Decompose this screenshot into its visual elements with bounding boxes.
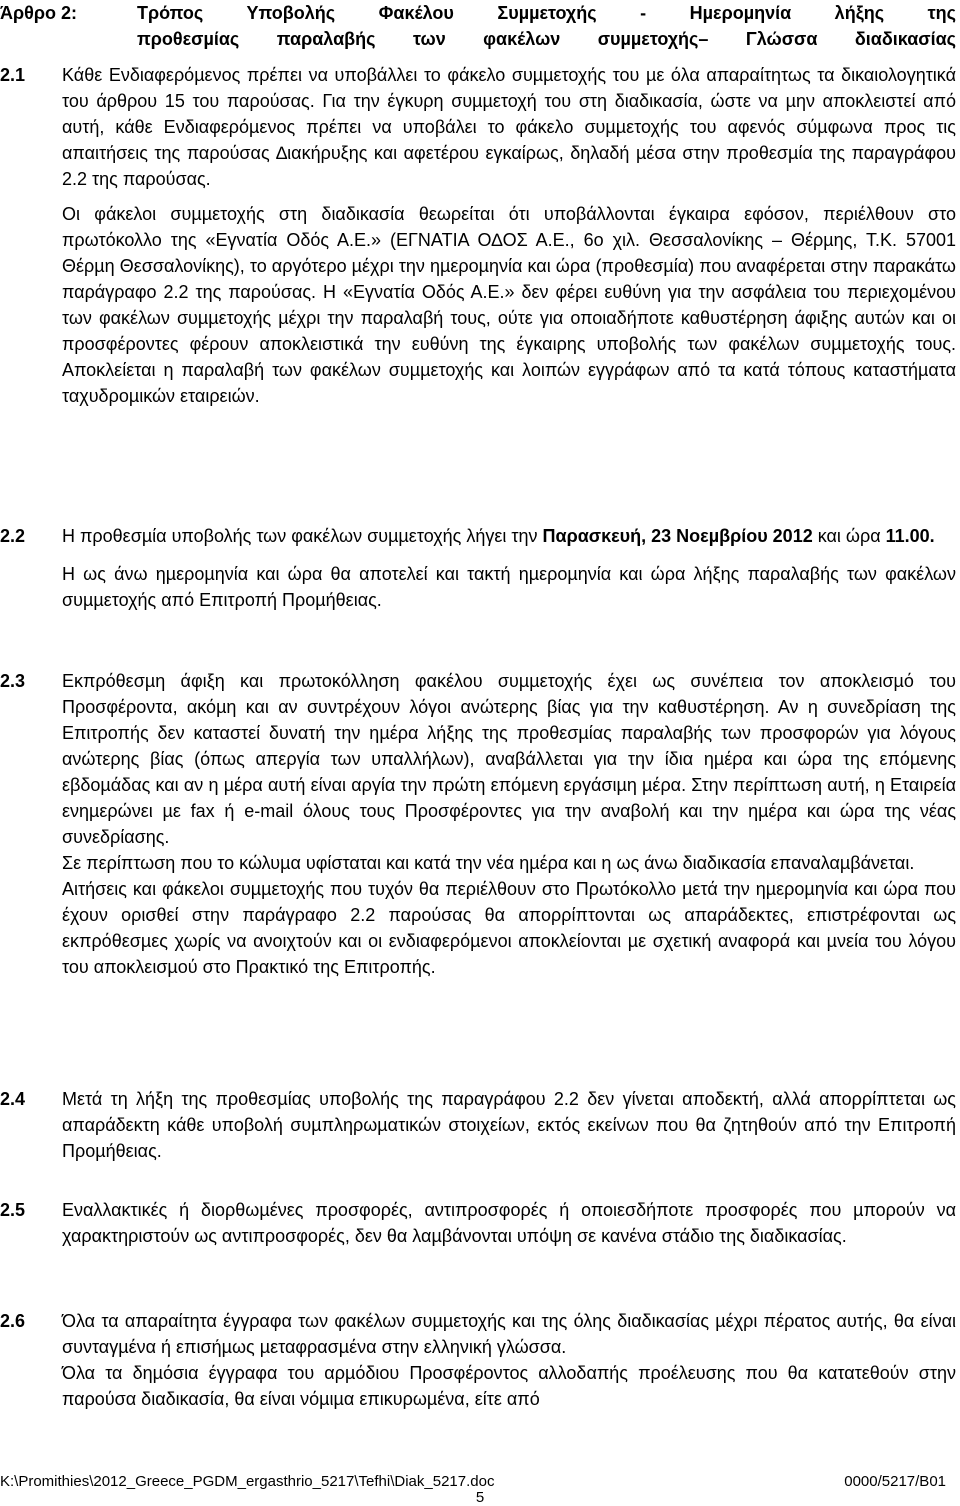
section-2-5 [0, 1197, 956, 1249]
section-paragraph: Εκπρόθεσµη άφιξη και πρωτοκόλληση φακέλου συµµετοχής έχει ως συνέπεια τον αποκλεισµό του Προσφέροντα, ακόµη και αν συντρέχουν λόγοι ανώτερης βίας για την καθυστέρηση. Αν η συνεδρίαση της Επιτροπής δεν καταστεί δυνατή την ηµέρα λήξης της προθεσµίας παραλαβής των προσφορών για λόγους ανώτερης βίας (όπως απεργία των υπαλλήλων), αναβάλλεται για την ίδια ηµέρα και ώρα της επόµενης εβδοµάδας και αν η µέρα αυτή είναι αργία την πρώτη επόµενη εργάσιµη µέρα. Στην περίπτωση αυτή, η Εταιρεία ενηµερώνει µε fax ή e-mail όλους τους Προσφέροντες για την αναβολή και την ηµέρα και ώρα της νέας συνεδρίασης. [62, 671, 956, 847]
section-number: 2.4 [0, 1089, 26, 1109]
section-paragraph: Μετά τη λήξη της προθεσµίας υποβολής της παραγράφου 2.2 δεν γίνεται αποδεκτή, αλλά απορρίπτεται ως απαράδεκτη κάθε υποβολή συµπληρωµατικών στοιχείων, εκτός εκείνων που θα ζητηθούν από την Επιτροπή Προµήθειας. [62, 1089, 956, 1161]
section-2-6 [0, 1308, 956, 1412]
section-2-3 [0, 668, 956, 980]
article-header [0, 0, 956, 52]
deadline-text-mid: και ώρα [812, 526, 886, 546]
section-number: 2.6 [0, 1311, 26, 1331]
deadline-date: Παρασκευή, 23 Νοεµβρίου 2012 [542, 526, 813, 546]
section-paragraph: Αιτήσεις και φάκελοι συµµετοχής που τυχόν θα περιέλθουν στο Πρωτόκολλο µετά την ηµεροµηνία και ώρα που έχουν ορισθεί στην παράγραφο 2.2 παρούσας θα απορρίπτονται ως απαράδεκτες, επιστρέφονται ως εκπρόθεσµες χωρίς να ανοιχτούν και οι ενδιαφερόµενοι αποκλείονται µε σχετική αναφορά και µνεία του λόγου του αποκλεισµού στο Πρακτικό της Επιτροπής. [62, 879, 956, 977]
section-2-1 [0, 62, 956, 409]
section-number: 2.1 [0, 65, 26, 85]
section-paragraph: Όλα τα απαραίτητα έγγραφα των φακέλων συµµετοχής και της όλης διαδικασίας µέχρι πέρατος αυτής, θα είναι συνταγµένα ή επισήµως µεταφρασµένα στην ελληνική γλώσσα. [62, 1311, 956, 1357]
section-2-2 [0, 523, 956, 613]
deadline-time: 11.00. [885, 526, 935, 546]
article-label: Άρθρο 2: [0, 3, 78, 23]
footer-file-path: K:\Promithies\2012_Greece_PGDM_ergasthrio_5217\Tefhi\Diak_5217.doc [0, 1473, 495, 1490]
section-paragraph: Κάθε Ενδιαφερόµενος πρέπει να υποβάλλει το φάκελο συµµετοχής του µε όλα απαραίτητως τα δικαιολογητικά του άρθρου 15 του παρούσας. Για την έγκυρη συµµετοχή του στη διαδικασία, ώστε να µην αποκλειστεί από αυτή, κάθε Ενδιαφερόµενος πρέπει να υποβάλει το φάκελο συµµετοχής του αφενός σύµφωνα προς τις απαιτήσεις της παρούσας ∆ιακήρυξης και αφετέρου εγκαίρως, δηλαδή µέσα στην προθεσµία της παραγράφου 2.2 της παρούσας. [62, 65, 956, 189]
section-paragraph: Οι φάκελοι συµµετοχής στη διαδικασία θεωρείται ότι υποβάλλονται έγκαιρα εφόσον, περιέλθουν στο πρωτόκολλο της «Εγνατία Οδός Α.Ε.» (ΕΓΝΑΤΙΑ Ο∆ΟΣ Α.Ε., 6ο χιλ. Θεσσαλονίκης – Θέρµης, Τ.Κ. 57001 Θέρµη Θεσσαλονίκης), το αργότερο µέχρι την ηµεροµηνία και ώρα (προθεσµία) που αναφέρεται στην παρακάτω παράγραφο 2.2 της παρούσας. Η «Εγνατία Οδός Α.Ε.» δεν φέρει ευθύνη για την ασφάλεια του περιεχοµένου των φακέλων συµµετοχής µέχρι την παραλαβή τους, ούτε για οποιαδήποτε καθυστέρηση άφιξης αυτών και οι προσφέροντες φέρουν αποκλειστικά την ευθύνη της έγκαιρης υποβολής των φακέλων συµµετοχής τους. Αποκλείεται η παραλαβή των φακέλων συµµετοχής και λοιπών εγγράφων από τα κατά τόπους καταστήµατα ταχυδροµικών εταιρειών. [62, 204, 956, 406]
section-number: 2.5 [0, 1200, 26, 1220]
section-number: 2.2 [0, 526, 26, 546]
section-paragraph: Σε περίπτωση που το κώλυµα υφίσταται και κατά την νέα ηµέρα και η ως άνω διαδικασία επαναλαµβάνεται. [62, 853, 915, 873]
section-paragraph: Η ως άνω ηµεροµηνία και ώρα θα αποτελεί και τακτή ηµεροµηνία και ώρα λήξης παραλαβής των φακέλων συµµετοχής από Επιτροπή Προµήθειας. [62, 564, 956, 610]
article-title-line-2: προθεσµίας παραλαβής των φακέλων συµµετοχής– Γλώσσα διαδικασίας [137, 29, 956, 49]
section-2-4 [0, 1086, 956, 1164]
deadline-text: Η προθεσµία υποβολής των φακέλων συµµετοχής λήγει την [62, 526, 543, 546]
section-paragraph: Εναλλακτικές ή διορθωµένες προσφορές, αντιπροσφορές ή οποιεσδήποτε προσφορές που µπορούν να χαρακτηριστούν ως αντιπροσφορές, δεν θα λαµβάνονται υπόψη σε κανένα στάδιο της διαδικασίας. [62, 1200, 956, 1246]
section-paragraph [62, 523, 956, 549]
footer-document-code: 0000/5217/B01 [844, 1473, 946, 1490]
section-paragraph: Όλα τα δηµόσια έγγραφα του αρµόδιου Προσφέροντος αλλοδαπής προέλευσης που θα κατατεθούν στην παρούσα διαδικασία, θα είναι νόµιµα επικυρωµένα, είτε από [62, 1363, 956, 1409]
section-number: 2.3 [0, 671, 26, 691]
article-title-line-1: Τρόπος Υποβολής Φακέλου Συµµετοχής - Ηµεροµηνία λήξης της [137, 3, 956, 23]
footer-page-number: 5 [475, 1489, 485, 1506]
